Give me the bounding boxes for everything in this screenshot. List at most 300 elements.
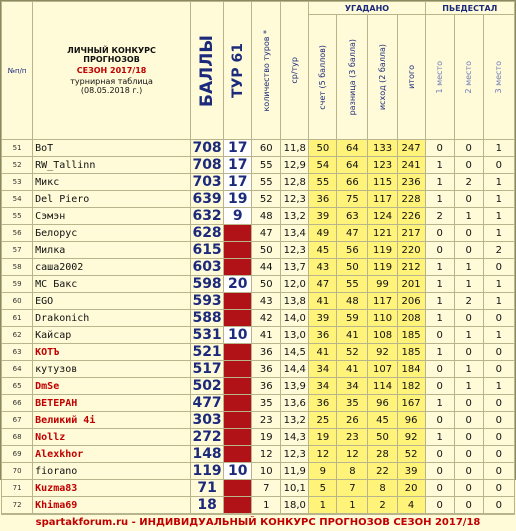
row-number: 55 <box>2 208 33 225</box>
avg-cell: 12,0 <box>281 276 309 293</box>
avg-cell: 10,1 <box>281 480 309 497</box>
row-number: 56 <box>2 225 33 242</box>
tour-cell: 9 <box>224 208 252 225</box>
row-number: 70 <box>2 463 33 480</box>
total-cell: 212 <box>397 259 425 276</box>
row-number: 63 <box>2 344 33 361</box>
tours-count-cell: 36 <box>252 378 281 395</box>
score-cell: 55 <box>309 174 337 191</box>
place1-cell: 2 <box>425 208 454 225</box>
outcome-cell: 96 <box>368 395 397 412</box>
avg-cell: 18,0 <box>281 497 309 514</box>
score-cell: 45 <box>309 242 337 259</box>
diff-cell: 41 <box>337 327 368 344</box>
diff-cell: 50 <box>337 259 368 276</box>
place3-cell: 1 <box>483 327 514 344</box>
avg-cell: 13,8 <box>281 293 309 310</box>
place1-cell: 1 <box>425 174 454 191</box>
score-cell: 43 <box>309 259 337 276</box>
table-row <box>2 310 515 327</box>
total-cell: 96 <box>397 412 425 429</box>
total-cell: 226 <box>397 208 425 225</box>
place2-cell: 0 <box>454 480 483 497</box>
place1-cell: 0 <box>425 225 454 242</box>
outcome-cell: 92 <box>368 344 397 361</box>
outcome-cell: 124 <box>368 208 397 225</box>
score-cell: 36 <box>309 191 337 208</box>
tour-cell: 17 <box>224 174 252 191</box>
avg-cell: 13,4 <box>281 225 309 242</box>
row-number: 72 <box>2 497 33 514</box>
score-cell: 19 <box>309 429 337 446</box>
place2-cell: 0 <box>454 140 483 157</box>
tours-count-cell: 10 <box>252 463 281 480</box>
score-header: счет (5 баллов) <box>309 15 337 140</box>
avg-cell: 12,3 <box>281 242 309 259</box>
points-header: БАЛЛЫ <box>190 2 223 140</box>
row-number: 57 <box>2 242 33 259</box>
tours-count-cell: 36 <box>252 361 281 378</box>
place1-cell: 0 <box>425 361 454 378</box>
row-number: 64 <box>2 361 33 378</box>
total-cell: 39 <box>397 463 425 480</box>
player-name: Nollz <box>33 429 191 446</box>
place3-cell: 1 <box>483 174 514 191</box>
table-row <box>2 225 515 242</box>
tours-count-cell: 41 <box>252 327 281 344</box>
place3-cell: 0 <box>483 310 514 327</box>
score-cell: 49 <box>309 225 337 242</box>
place3-cell: 0 <box>483 497 514 514</box>
total-cell: 206 <box>397 293 425 310</box>
place1-cell: 0 <box>425 378 454 395</box>
podium-header: ПЬЕДЕСТАЛ <box>425 2 514 15</box>
place2-cell: 0 <box>454 157 483 174</box>
outcome-cell: 119 <box>368 242 397 259</box>
place3-cell: 1 <box>483 225 514 242</box>
avg-cell: 13,6 <box>281 395 309 412</box>
tours-count-cell: 23 <box>252 412 281 429</box>
place3-cell: 0 <box>483 344 514 361</box>
place2-cell: 0 <box>454 395 483 412</box>
standings-table <box>1 1 515 514</box>
tour-cell: 17 <box>224 157 252 174</box>
table-row <box>2 276 515 293</box>
tours-count-cell: 55 <box>252 157 281 174</box>
avg-cell: 14,0 <box>281 310 309 327</box>
place1-cell: 1 <box>425 429 454 446</box>
tour-cell <box>224 378 252 395</box>
outcome-header: исход (2 балла) <box>368 15 397 140</box>
player-name: саша2002 <box>33 259 191 276</box>
player-name: MC Бакс <box>33 276 191 293</box>
total-cell: 247 <box>397 140 425 157</box>
table-row <box>2 344 515 361</box>
outcome-cell: 110 <box>368 310 397 327</box>
points-cell: 615 <box>192 242 222 258</box>
player-name: fiorano <box>33 463 191 480</box>
place2-cell: 0 <box>454 446 483 463</box>
total-cell: 201 <box>397 276 425 293</box>
place1-header: 1 место <box>425 15 454 140</box>
table-row <box>2 140 515 157</box>
tour-header: ТУР 61 <box>224 2 252 140</box>
table-name: турнирная таблица <box>70 77 153 86</box>
outcome-cell: 108 <box>368 327 397 344</box>
player-name: кутузов <box>33 361 191 378</box>
avg-cell: 13,2 <box>281 208 309 225</box>
score-cell: 39 <box>309 310 337 327</box>
row-number: 53 <box>2 174 33 191</box>
table-row <box>2 157 515 174</box>
place1-cell: 0 <box>425 412 454 429</box>
place1-cell: 1 <box>425 293 454 310</box>
row-number: 58 <box>2 259 33 276</box>
diff-cell: 1 <box>337 497 368 514</box>
outcome-cell: 107 <box>368 361 397 378</box>
player-name: Khima69 <box>33 497 191 514</box>
season-label: СЕЗОН 2017/18 <box>76 66 147 75</box>
outcome-cell: 119 <box>368 259 397 276</box>
player-name: Del Piero <box>33 191 191 208</box>
score-cell: 5 <box>309 480 337 497</box>
player-name: Великий 4i <box>33 412 191 429</box>
tours-count-cell: 36 <box>252 344 281 361</box>
avg-cell: 12,3 <box>281 446 309 463</box>
player-name: Alexkhor <box>33 446 191 463</box>
diff-cell: 41 <box>337 361 368 378</box>
total-cell: 208 <box>397 310 425 327</box>
points-cell: 71 <box>190 480 223 497</box>
score-cell: 1 <box>309 497 337 514</box>
tours-count-cell: 55 <box>252 174 281 191</box>
outcome-cell: 123 <box>368 157 397 174</box>
points-cell: 303 <box>192 412 222 428</box>
points-cell: 708 <box>192 157 222 173</box>
tours-count-header: количество туров * <box>252 2 281 140</box>
diff-cell: 47 <box>337 225 368 242</box>
tour-cell <box>224 429 252 446</box>
place1-cell: 1 <box>425 310 454 327</box>
tours-count-cell: 48 <box>252 208 281 225</box>
header-group-row <box>2 2 515 15</box>
table-row <box>2 242 515 259</box>
place2-cell: 0 <box>454 497 483 514</box>
player-name: Сэмэн <box>33 208 191 225</box>
row-number: 60 <box>2 293 33 310</box>
place2-cell: 1 <box>454 276 483 293</box>
place2-cell: 1 <box>454 208 483 225</box>
row-number: 54 <box>2 191 33 208</box>
outcome-cell: 114 <box>368 378 397 395</box>
diff-cell: 34 <box>337 378 368 395</box>
score-cell: 25 <box>309 412 337 429</box>
tour-cell <box>224 480 252 497</box>
footer-banner: spartakforum.ru - ИНДИВИДУАЛЬНЫЙ КОНКУРС ПРОГНОЗОВ СЕЗОН 2017/18 <box>1 514 515 531</box>
total-cell: 241 <box>397 157 425 174</box>
tours-count-cell: 1 <box>252 497 281 514</box>
player-name: Микс <box>33 174 191 191</box>
avg-cell: 14,5 <box>281 344 309 361</box>
tour-cell: 17 <box>224 140 252 157</box>
place1-cell: 1 <box>425 276 454 293</box>
total-cell: 185 <box>397 327 425 344</box>
avg-cell: 13,9 <box>281 378 309 395</box>
avg-cell: 12,9 <box>281 157 309 174</box>
total-cell: 92 <box>397 429 425 446</box>
tour-cell <box>224 344 252 361</box>
score-cell: 54 <box>309 157 337 174</box>
total-cell: 20 <box>397 480 425 497</box>
table-row <box>2 395 515 412</box>
score-cell: 41 <box>309 344 337 361</box>
place2-cell: 1 <box>454 259 483 276</box>
table-row <box>2 480 515 497</box>
points-cell: 708 <box>192 140 222 156</box>
tours-count-cell: 43 <box>252 293 281 310</box>
total-header: итого <box>397 15 425 140</box>
player-name: ВЕТЕРАН <box>33 395 191 412</box>
tours-count-cell: 19 <box>252 429 281 446</box>
diff-cell: 75 <box>337 191 368 208</box>
points-cell: 517 <box>192 361 222 377</box>
points-cell: 521 <box>192 344 222 360</box>
place1-cell: 1 <box>425 395 454 412</box>
place2-cell: 2 <box>454 293 483 310</box>
tour-cell <box>224 412 252 429</box>
place1-cell: 0 <box>425 446 454 463</box>
num-header: №п/п <box>2 2 33 140</box>
score-cell: 34 <box>309 378 337 395</box>
table-row <box>2 327 515 344</box>
place3-header: 3 место <box>483 15 514 140</box>
place2-cell: 1 <box>454 378 483 395</box>
row-number: 65 <box>2 378 33 395</box>
points-cell: 632 <box>192 208 222 224</box>
place1-cell: 1 <box>425 157 454 174</box>
total-cell: 52 <box>397 446 425 463</box>
row-number: 67 <box>2 412 33 429</box>
place2-cell: 0 <box>454 225 483 242</box>
outcome-cell: 50 <box>368 429 397 446</box>
outcome-cell: 121 <box>368 225 397 242</box>
tours-count-cell: 60 <box>252 140 281 157</box>
total-cell: 185 <box>397 344 425 361</box>
avg-cell: 12,8 <box>281 174 309 191</box>
row-number: 61 <box>2 310 33 327</box>
points-cell: 703 <box>192 174 222 190</box>
place3-cell: 2 <box>483 242 514 259</box>
player-name: Drakonich <box>33 310 191 327</box>
table-date: (08.05.2018 г.) <box>80 86 143 95</box>
table-title <box>33 2 191 140</box>
score-cell: 41 <box>309 293 337 310</box>
score-cell: 36 <box>309 327 337 344</box>
place3-cell: 0 <box>483 412 514 429</box>
player-name: КОТЪ <box>33 344 191 361</box>
player-name: EGO <box>33 293 191 310</box>
place2-cell: 0 <box>454 463 483 480</box>
table-row <box>2 412 515 429</box>
row-number: 52 <box>2 157 33 174</box>
points-cell: 598 <box>192 276 222 292</box>
place3-cell: 1 <box>483 276 514 293</box>
place2-cell: 2 <box>454 174 483 191</box>
tour-cell <box>224 446 252 463</box>
tour-cell: 10 <box>224 327 252 344</box>
place1-cell: 0 <box>425 242 454 259</box>
diff-cell: 59 <box>337 310 368 327</box>
tour-cell <box>224 293 252 310</box>
diff-cell: 48 <box>337 293 368 310</box>
place1-cell: 0 <box>425 480 454 497</box>
tour-cell <box>224 242 252 259</box>
total-cell: 182 <box>397 378 425 395</box>
tours-count-cell: 7 <box>252 480 281 497</box>
avg-header: ср/тур <box>281 2 309 140</box>
tours-count-cell: 52 <box>252 191 281 208</box>
avg-cell: 14,3 <box>281 429 309 446</box>
guessed-header: УГАДАНО <box>309 2 425 15</box>
outcome-cell: 22 <box>368 463 397 480</box>
tour-cell <box>224 225 252 242</box>
place2-cell: 0 <box>454 429 483 446</box>
row-number: 66 <box>2 395 33 412</box>
points-cell: 531 <box>192 327 222 343</box>
title-line1: ЛИЧНЫЙ КОНКУРС <box>67 46 156 55</box>
diff-cell: 12 <box>337 446 368 463</box>
row-number: 68 <box>2 429 33 446</box>
place3-cell: 1 <box>483 293 514 310</box>
place1-cell: 1 <box>425 259 454 276</box>
place1-cell: 0 <box>425 140 454 157</box>
tour-cell <box>224 310 252 327</box>
row-number: 62 <box>2 327 33 344</box>
place3-cell: 1 <box>483 191 514 208</box>
player-name: Милка <box>33 242 191 259</box>
avg-cell: 11,8 <box>281 140 309 157</box>
place3-cell: 1 <box>483 208 514 225</box>
diff-cell: 64 <box>337 140 368 157</box>
table-row <box>2 497 515 514</box>
total-cell: 4 <box>397 497 425 514</box>
diff-cell: 55 <box>337 276 368 293</box>
avg-cell: 13,2 <box>281 412 309 429</box>
avg-cell: 12,3 <box>281 191 309 208</box>
place1-cell: 0 <box>425 327 454 344</box>
avg-cell: 14,4 <box>281 361 309 378</box>
outcome-cell: 133 <box>368 140 397 157</box>
points-cell: 588 <box>192 310 222 326</box>
table-row <box>2 463 515 480</box>
place3-cell: 1 <box>483 140 514 157</box>
tours-count-cell: 35 <box>252 395 281 412</box>
place3-cell: 0 <box>483 463 514 480</box>
table-row <box>2 293 515 310</box>
avg-cell: 11,9 <box>281 463 309 480</box>
points-cell: 593 <box>192 293 222 309</box>
avg-cell: 13,7 <box>281 259 309 276</box>
table-row <box>2 361 515 378</box>
tours-count-cell: 47 <box>252 225 281 242</box>
points-cell: 18 <box>190 497 223 514</box>
tour-cell: 20 <box>224 276 252 293</box>
score-cell: 9 <box>309 463 337 480</box>
player-name: RW_Tallinn <box>33 157 191 174</box>
table-row <box>2 191 515 208</box>
outcome-cell: 2 <box>368 497 397 514</box>
points-cell: 148 <box>192 446 222 462</box>
points-cell: 628 <box>192 225 222 241</box>
tours-count-cell: 42 <box>252 310 281 327</box>
total-cell: 220 <box>397 242 425 259</box>
row-number: 51 <box>2 140 33 157</box>
place3-cell: 0 <box>483 480 514 497</box>
place3-cell: 0 <box>483 157 514 174</box>
diff-header: разница (3 балла) <box>337 15 368 140</box>
outcome-cell: 117 <box>368 293 397 310</box>
score-cell: 34 <box>309 361 337 378</box>
outcome-cell: 99 <box>368 276 397 293</box>
tour-cell <box>224 259 252 276</box>
tour-cell <box>224 361 252 378</box>
place1-cell: 0 <box>425 463 454 480</box>
outcome-cell: 117 <box>368 191 397 208</box>
points-cell: 477 <box>192 395 222 411</box>
player-name: DmSe <box>33 378 191 395</box>
points-cell: 119 <box>192 463 222 479</box>
row-number: 69 <box>2 446 33 463</box>
row-number: 59 <box>2 276 33 293</box>
points-cell: 502 <box>192 378 222 394</box>
diff-cell: 26 <box>337 412 368 429</box>
points-cell: 639 <box>192 191 222 207</box>
avg-cell: 13,0 <box>281 327 309 344</box>
place2-cell: 1 <box>454 327 483 344</box>
diff-cell: 52 <box>337 344 368 361</box>
table-row <box>2 259 515 276</box>
place2-header: 2 место <box>454 15 483 140</box>
points-cell: 272 <box>192 429 222 445</box>
place2-cell: 0 <box>454 344 483 361</box>
score-cell: 50 <box>309 140 337 157</box>
place1-cell: 0 <box>425 497 454 514</box>
place3-cell: 0 <box>483 429 514 446</box>
points-cell: 603 <box>192 259 222 275</box>
place1-cell: 1 <box>425 344 454 361</box>
player-name: Кайсар <box>33 327 191 344</box>
outcome-cell: 28 <box>368 446 397 463</box>
place3-cell: 0 <box>483 446 514 463</box>
diff-cell: 63 <box>337 208 368 225</box>
table-row <box>2 208 515 225</box>
player-name: Белорус <box>33 225 191 242</box>
tour-cell <box>224 395 252 412</box>
total-cell: 236 <box>397 174 425 191</box>
place3-cell: 1 <box>483 378 514 395</box>
place2-cell: 0 <box>454 191 483 208</box>
tours-count-cell: 50 <box>252 276 281 293</box>
standings-rows <box>2 140 515 514</box>
diff-cell: 8 <box>337 463 368 480</box>
place3-cell: 0 <box>483 361 514 378</box>
tours-count-cell: 44 <box>252 259 281 276</box>
table-row <box>2 174 515 191</box>
place1-cell: 1 <box>425 191 454 208</box>
diff-cell: 56 <box>337 242 368 259</box>
place2-cell: 1 <box>454 361 483 378</box>
place2-cell: 0 <box>454 412 483 429</box>
